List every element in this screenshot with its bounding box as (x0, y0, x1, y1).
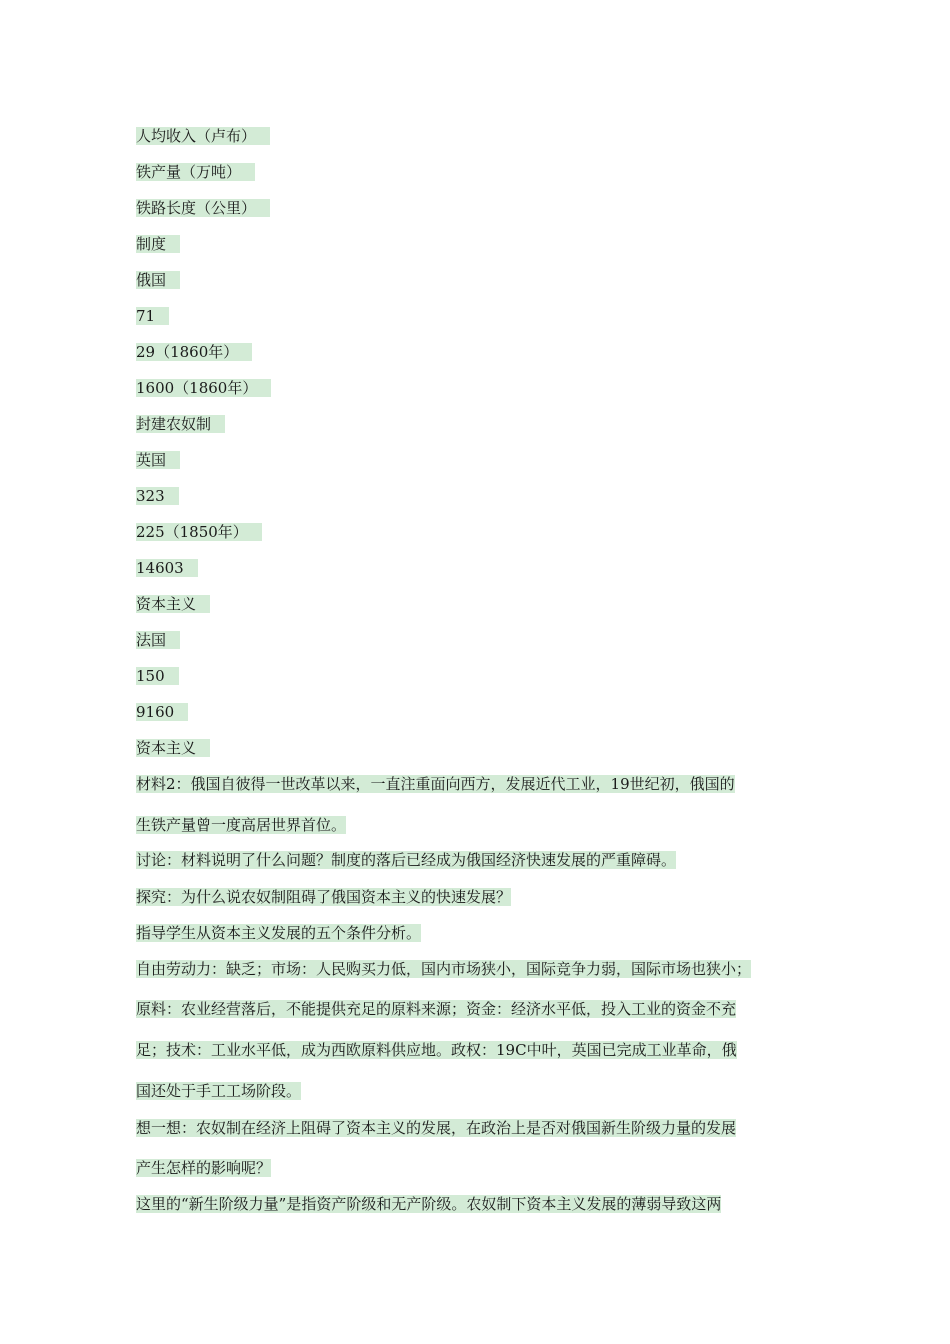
text-line: 制度 (136, 234, 180, 254)
paragraph-line: 想一想：农奴制在经济上阻碍了资本主义的发展，在政治上是否对俄国新生阶级力量的发展 (136, 1119, 737, 1137)
paragraph-line: 材料2：俄国自彼得一世改革以来，一直注重面向西方，发展近代工业，19世纪初，俄国的 (136, 775, 735, 793)
text-line: 225（1850年） (136, 522, 262, 542)
paragraph-line: 国还处于手工工场阶段。 (136, 1082, 302, 1100)
paragraph-line: 探究：为什么说农奴制阻碍了俄国资本主义的快速发展？ (136, 888, 512, 906)
text-line: 铁产量（万吨） (136, 162, 255, 182)
text-line: 1600（1860年） (136, 378, 271, 398)
text-line: 14603 (136, 558, 198, 578)
paragraph-line: 原料：农业经营落后，不能提供充足的原料来源；资金：经济水平低，投入工业的资金不充 (136, 1000, 737, 1018)
text-line: 9160 (136, 702, 188, 722)
text-line: 封建农奴制 (136, 414, 225, 434)
text-line: 29（1860年） (136, 342, 252, 362)
paragraph-line: 指导学生从资本主义发展的五个条件分析。 (136, 924, 422, 942)
paragraph-line: 讨论：材料说明了什么问题？制度的落后已经成为俄国经济快速发展的严重障碍。 (136, 851, 677, 869)
text-line: 150 (136, 666, 179, 686)
text-line: 资本主义 (136, 594, 210, 614)
text-line: 俄国 (136, 270, 180, 290)
text-line: 铁路长度（公里） (136, 198, 270, 218)
paragraph-line: 足；技术：工业水平低，成为西欧原料供应地。政权：19C中叶，英国已完成工业革命，俄 (136, 1041, 737, 1059)
text-line: 资本主义 (136, 738, 210, 758)
paragraph-line: 产生怎样的影响呢？ (136, 1159, 272, 1177)
text-line: 人均收入（卢布） (136, 126, 270, 146)
text-line: 323 (136, 486, 179, 506)
text-line: 英国 (136, 450, 180, 470)
text-line: 法国 (136, 630, 180, 650)
paragraph-line: 这里的“新生阶级力量”是指资产阶级和无产阶级。农奴制下资本主义发展的薄弱导致这两 (136, 1195, 722, 1213)
paragraph-line: 自由劳动力：缺乏；市场：人民购买力低，国内市场狭小，国际竞争力弱，国际市场也狭小； (136, 960, 752, 978)
text-line: 71 (136, 306, 169, 326)
paragraph-line: 生铁产量曾一度高居世界首位。 (136, 816, 347, 834)
